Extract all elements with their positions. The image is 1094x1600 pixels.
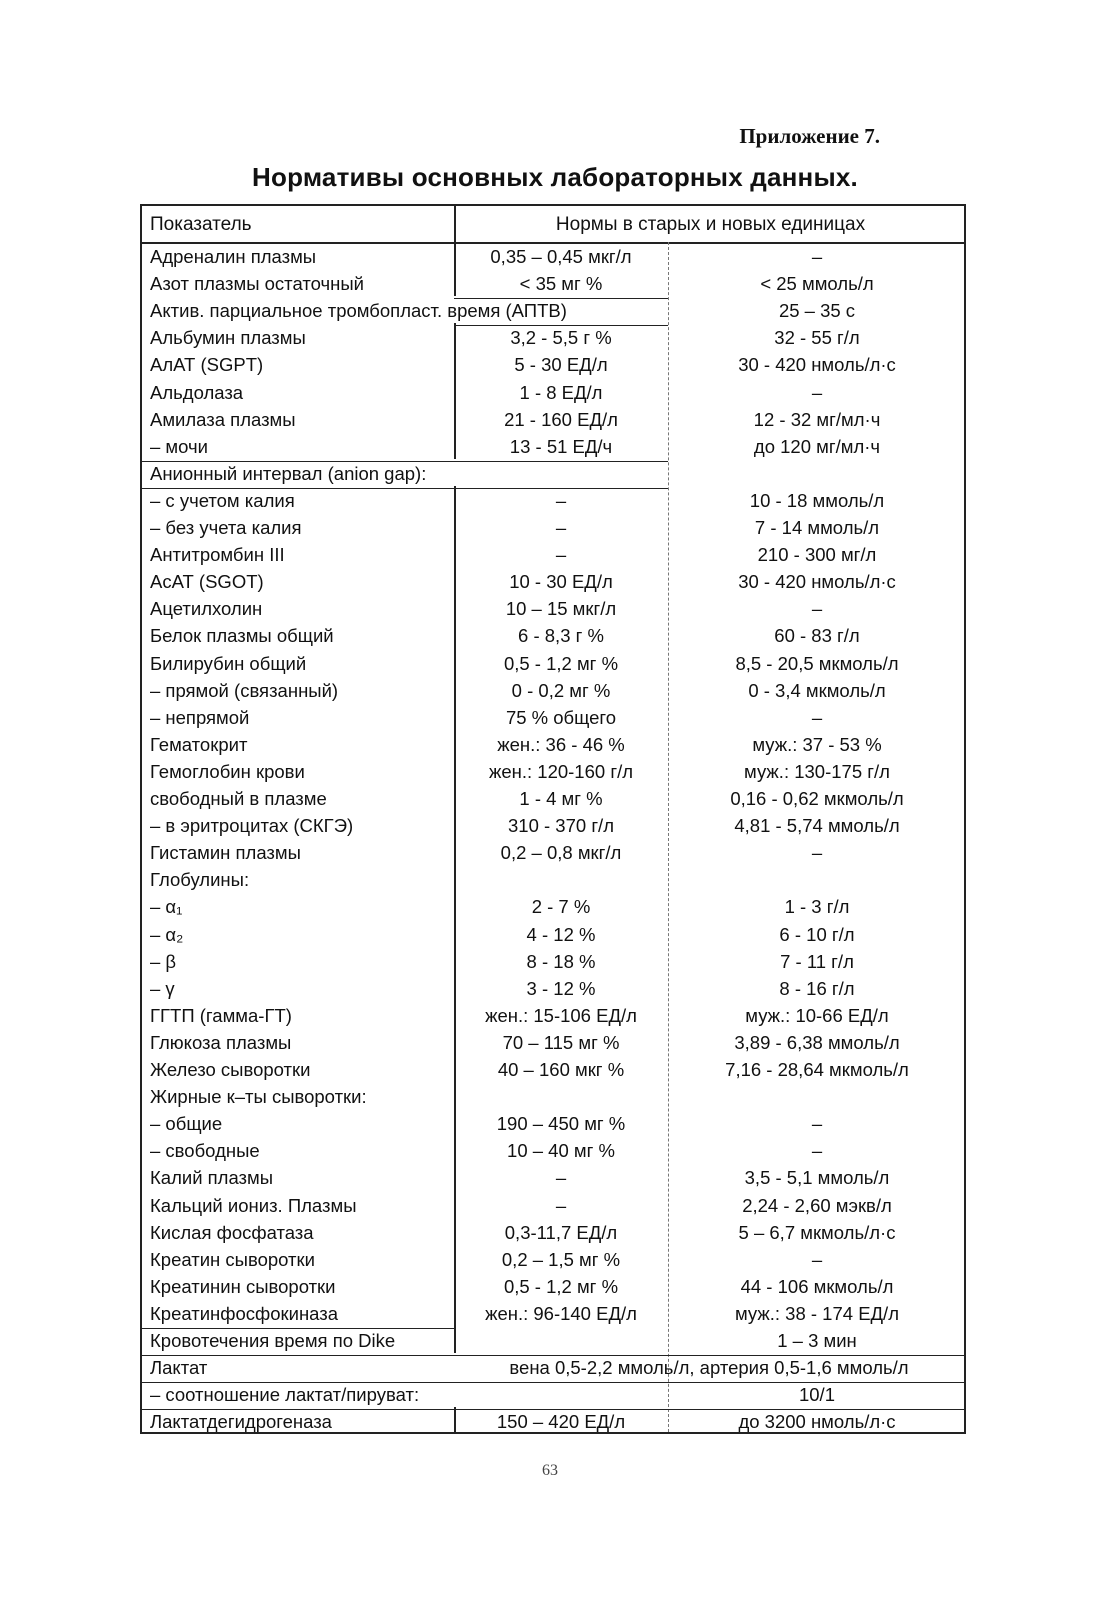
- new-units-value: 32 - 55 г/л: [774, 327, 860, 349]
- old-units-value: 75 % общего: [505, 706, 617, 728]
- header-divider: [454, 206, 456, 242]
- new-units-value: 7 - 11 г/л: [780, 950, 854, 972]
- parameter-name: Лактатдегидрогеназа: [150, 1411, 332, 1433]
- parameter-name: ГГТП (гамма-ГТ): [150, 1004, 292, 1026]
- new-units-value: муж.: 130-175 г/л: [744, 760, 890, 782]
- new-units-value: до 3200 нмоль/л·с: [738, 1411, 896, 1433]
- parameter-name: Глобулины:: [150, 869, 250, 891]
- old-units-value: жен.: 15-106 ЕД/л: [485, 1004, 637, 1026]
- table-row: [142, 1030, 964, 1057]
- new-units-value: 210 - 300 мг/л: [757, 544, 877, 566]
- parameter-name: – непрямой: [150, 706, 250, 728]
- new-units-value: 6 - 10 г/л: [779, 923, 855, 945]
- parameter-name: Гематокрит: [150, 733, 248, 755]
- table-row: [142, 976, 964, 1003]
- parameter-name: – в эритроцитах (СКГЭ): [150, 815, 354, 837]
- old-units-value: < 35 мг %: [519, 273, 603, 295]
- old-units-value: –: [555, 1194, 567, 1216]
- old-units-value: 1 - 8 ЕД/л: [519, 381, 603, 403]
- old-units-value: 0,5 - 1,2 мг %: [503, 652, 619, 674]
- old-units-value: 0,3-11,7 ЕД/л: [504, 1221, 618, 1243]
- old-column-border: [454, 1407, 456, 1434]
- parameter-name: – α₁: [150, 896, 183, 918]
- new-units-value: –: [811, 598, 823, 620]
- parameter-name: – прямой (связанный): [150, 679, 339, 701]
- table-row: [142, 1382, 964, 1409]
- table-row: [142, 596, 964, 623]
- table-row: [142, 515, 964, 542]
- old-units-value: 21 - 160 ЕД/л: [504, 408, 618, 430]
- new-units-value: –: [811, 1140, 823, 1162]
- new-units-value: –: [811, 706, 823, 728]
- row-rule: [142, 461, 668, 462]
- table-row: [142, 1409, 964, 1436]
- new-units-value: 8 - 16 г/л: [779, 977, 855, 999]
- row-rule: [142, 1328, 454, 1329]
- table-row: [142, 705, 964, 732]
- parameter-name: Амилаза плазмы: [150, 408, 296, 430]
- row-rule: [454, 298, 668, 299]
- table-row: [142, 894, 964, 921]
- row-rule: [142, 1382, 964, 1383]
- parameter-name: – β: [150, 950, 177, 972]
- parameter-name: Актив. парциальное тромбопласт. время (АПТВ): [150, 300, 567, 322]
- table-row: [142, 352, 964, 379]
- page-title: Нормативы основных лабораторных данных.: [252, 162, 858, 192]
- parameter-name: Азот плазмы остаточный: [150, 273, 364, 295]
- parameter-name: – свободные: [150, 1140, 260, 1162]
- old-units-value: 40 – 160 мкг %: [497, 1059, 625, 1080]
- parameter-name: Жирные к–ты сыворотки:: [150, 1086, 367, 1108]
- old-column-border: [454, 323, 456, 459]
- table-row: [142, 732, 964, 759]
- table-row: [142, 1138, 964, 1165]
- old-units-value: 5 - 30 ЕД/л: [514, 354, 608, 376]
- table-row: [142, 1220, 964, 1247]
- parameter-name: АлАТ (SGPT): [150, 354, 264, 376]
- new-units-value: 1 - 3 г/л: [784, 896, 850, 918]
- new-units-value: –: [811, 381, 823, 403]
- parameter-name: Альбумин плазмы: [150, 327, 306, 349]
- new-units-value: 8,5 - 20,5 мкмоль/л: [735, 652, 899, 674]
- old-units-value: 3,2 - 5,5 г %: [510, 327, 612, 349]
- parameter-name: Белок плазмы общий: [150, 625, 334, 647]
- old-units-value: жен.: 96-140 ЕД/л: [485, 1302, 637, 1324]
- new-units-value: 25 – 35 с: [778, 300, 856, 322]
- row-rule: [142, 1355, 454, 1356]
- new-units-value: 4,81 - 5,74 ммоль/л: [734, 815, 900, 837]
- parameter-name: Креатин сыворотки: [150, 1248, 315, 1270]
- new-units-value: 2,24 - 2,60 мэкв/л: [742, 1194, 892, 1216]
- parameter-name: Креатинин сыворотки: [150, 1275, 336, 1297]
- row-rule: [142, 488, 668, 489]
- table-row: [142, 542, 964, 569]
- new-units-value: 7,16 - 28,64 мкмоль/л: [725, 1059, 909, 1080]
- table-row: [142, 922, 964, 949]
- new-units-value: 30 - 420 нмоль/л·с: [738, 571, 896, 593]
- table-row: [142, 1165, 964, 1192]
- table-header: [142, 206, 964, 244]
- table-row: [142, 1274, 964, 1301]
- old-units-value: 0,2 – 0,8 мкг/л: [500, 842, 622, 864]
- parameter-name: Кальций иониз. Плазмы: [150, 1194, 357, 1216]
- old-units-value: 10 – 40 мг %: [507, 1140, 615, 1162]
- old-units-value: жен.: 36 - 46 %: [497, 733, 625, 755]
- parameter-name: – мочи: [150, 435, 209, 457]
- parameter-name: Гемоглобин крови: [150, 760, 305, 782]
- table-row: [142, 949, 964, 976]
- row-rule: [454, 325, 668, 326]
- new-units-value: 10 - 18 ммоль/л: [749, 489, 885, 511]
- old-units-value: 150 – 420 ЕД/л: [496, 1411, 626, 1433]
- parameter-name: Глюкоза плазмы: [150, 1031, 292, 1053]
- parameter-name: Креатинфосфокиназа: [150, 1302, 339, 1324]
- old-column-border: [454, 242, 456, 296]
- old-units-value: 6 - 8,3 г %: [518, 625, 604, 647]
- table-row: [142, 678, 964, 705]
- old-units-value: –: [555, 489, 567, 511]
- old-units-value: –: [555, 544, 567, 566]
- old-units-value: –: [555, 517, 567, 538]
- header-norms: Нормы в старых и новых единицах: [555, 214, 866, 235]
- parameter-name: Кровотечения время по Dike: [150, 1330, 396, 1351]
- header-parameter: Показатель: [150, 214, 252, 235]
- parameter-name: Анионный интервал (anion gap):: [150, 462, 427, 484]
- new-units-value: –: [811, 1248, 823, 1270]
- new-units-value: 44 - 106 мкмоль/л: [740, 1275, 894, 1297]
- old-units-value: 2 - 7 %: [531, 896, 591, 918]
- page-number: 63: [542, 1462, 558, 1479]
- parameter-name: – γ: [150, 977, 175, 999]
- table-row: [142, 569, 964, 596]
- table-row: [142, 461, 964, 488]
- old-units-value: –: [555, 1167, 567, 1189]
- new-units-value: 10/1: [798, 1384, 835, 1406]
- row-rule: [142, 1409, 964, 1410]
- table-row: [142, 1111, 964, 1138]
- new-units-value: 1 – 3 мин: [777, 1330, 857, 1351]
- old-units-value: 13 - 51 ЕД/ч: [509, 435, 613, 457]
- new-units-value: муж.: 10-66 ЕД/л: [745, 1004, 889, 1026]
- new-units-value: до 120 мг/мл·ч: [753, 435, 881, 457]
- parameter-name: Билирубин общий: [150, 652, 307, 674]
- table-row: [142, 380, 964, 407]
- lab-norms-table: [140, 204, 966, 1434]
- parameter-name: – с учетом калия: [150, 489, 295, 511]
- table-row: [142, 867, 964, 894]
- old-units-value: 70 – 115 мг %: [502, 1031, 620, 1053]
- table-row: [142, 244, 964, 271]
- row-rule: [454, 1355, 964, 1356]
- table-row: [142, 1084, 964, 1111]
- old-units-value: 8 - 18 %: [526, 950, 596, 972]
- old-units-value: 0,35 – 0,45 мкг/л: [490, 246, 632, 267]
- new-units-value: –: [811, 1113, 823, 1135]
- old-units-value: 1 - 4 мг %: [519, 788, 603, 809]
- appendix-label: Приложение 7.: [739, 124, 880, 148]
- old-units-value: 0,2 – 1,5 мг %: [501, 1248, 621, 1270]
- new-units-value: < 25 ммоль/л: [760, 273, 874, 295]
- old-units-value: 4 - 12 %: [526, 923, 596, 945]
- old-units-value: 10 - 30 ЕД/л: [509, 571, 613, 593]
- parameter-name: Лактат: [150, 1357, 208, 1379]
- new-units-value: муж.: 38 - 174 ЕД/л: [734, 1302, 899, 1324]
- old-column-border: [454, 486, 456, 1353]
- parameter-name: – α₂: [150, 923, 184, 945]
- parameter-name: Кислая фосфатаза: [150, 1221, 314, 1243]
- table-row: [142, 434, 964, 461]
- old-units-value: 0,5 - 1,2 мг %: [503, 1275, 619, 1297]
- new-units-value: –: [811, 842, 823, 864]
- table-row: [142, 786, 964, 813]
- old-units-value: жен.: 120-160 г/л: [488, 760, 634, 782]
- parameter-name: Адреналин плазмы: [150, 246, 317, 267]
- new-units-value: 7 - 14 ммоль/л: [754, 517, 880, 538]
- new-units-value: 0,16 - 0,62 мкмоль/л: [730, 788, 904, 809]
- old-units-value: 0 - 0,2 мг %: [511, 679, 611, 701]
- new-units-value: муж.: 37 - 53 %: [752, 733, 882, 755]
- parameter-name: Калий плазмы: [150, 1167, 274, 1189]
- table-row: [142, 1301, 964, 1328]
- old-units-value: 10 – 15 мкг/л: [505, 598, 617, 620]
- old-units-value: 3 - 12 %: [526, 977, 596, 999]
- table-row: [142, 488, 964, 515]
- parameter-name: АсАТ (SGOT): [150, 571, 264, 593]
- combined-norm-value: вена 0,5-2,2 ммоль/л, артерия 0,5-1,6 ммоль/л: [509, 1357, 909, 1379]
- table-row: [142, 271, 964, 298]
- table-row: [142, 1057, 964, 1084]
- parameter-name: Железо сыворотки: [150, 1059, 311, 1080]
- new-units-value: 3,5 - 5,1 ммоль/л: [744, 1167, 890, 1189]
- old-units-value: 190 – 450 мг %: [496, 1113, 626, 1135]
- old-units-value: 310 - 370 г/л: [508, 815, 614, 837]
- table-row: [142, 325, 964, 352]
- table-row: [142, 651, 964, 678]
- table-row: [142, 298, 964, 325]
- table-row: [142, 1328, 964, 1355]
- parameter-name: Альдолаза: [150, 381, 244, 403]
- table-row: [142, 623, 964, 650]
- parameter-name: – общие: [150, 1113, 223, 1135]
- new-units-value: 12 - 32 мг/мл·ч: [753, 408, 881, 430]
- parameter-name: – соотношение лактат/пируват:: [150, 1384, 420, 1406]
- table-row: [142, 813, 964, 840]
- table-row: [142, 759, 964, 786]
- table-row: [142, 1193, 964, 1220]
- new-units-value: 60 - 83 г/л: [774, 625, 860, 647]
- table-row: [142, 840, 964, 867]
- table-row: [142, 1003, 964, 1030]
- table-row: [142, 1247, 964, 1274]
- parameter-name: – без учета калия: [150, 517, 302, 538]
- new-units-value: 30 - 420 нмоль/л·с: [738, 354, 896, 376]
- new-units-value: 5 – 6,7 мкмоль/л·с: [738, 1221, 896, 1243]
- table-row: [142, 1355, 964, 1382]
- parameter-name: Гистамин плазмы: [150, 842, 301, 864]
- new-units-value: –: [811, 246, 823, 267]
- new-units-value: 3,89 - 6,38 ммоль/л: [734, 1031, 900, 1053]
- parameter-name: Антитромбин III: [150, 544, 285, 566]
- parameter-name: Ацетилхолин: [150, 598, 263, 620]
- new-units-value: 0 - 3,4 мкмоль/л: [748, 679, 886, 701]
- parameter-name: свободный в плазме: [150, 788, 327, 809]
- table-row: [142, 407, 964, 434]
